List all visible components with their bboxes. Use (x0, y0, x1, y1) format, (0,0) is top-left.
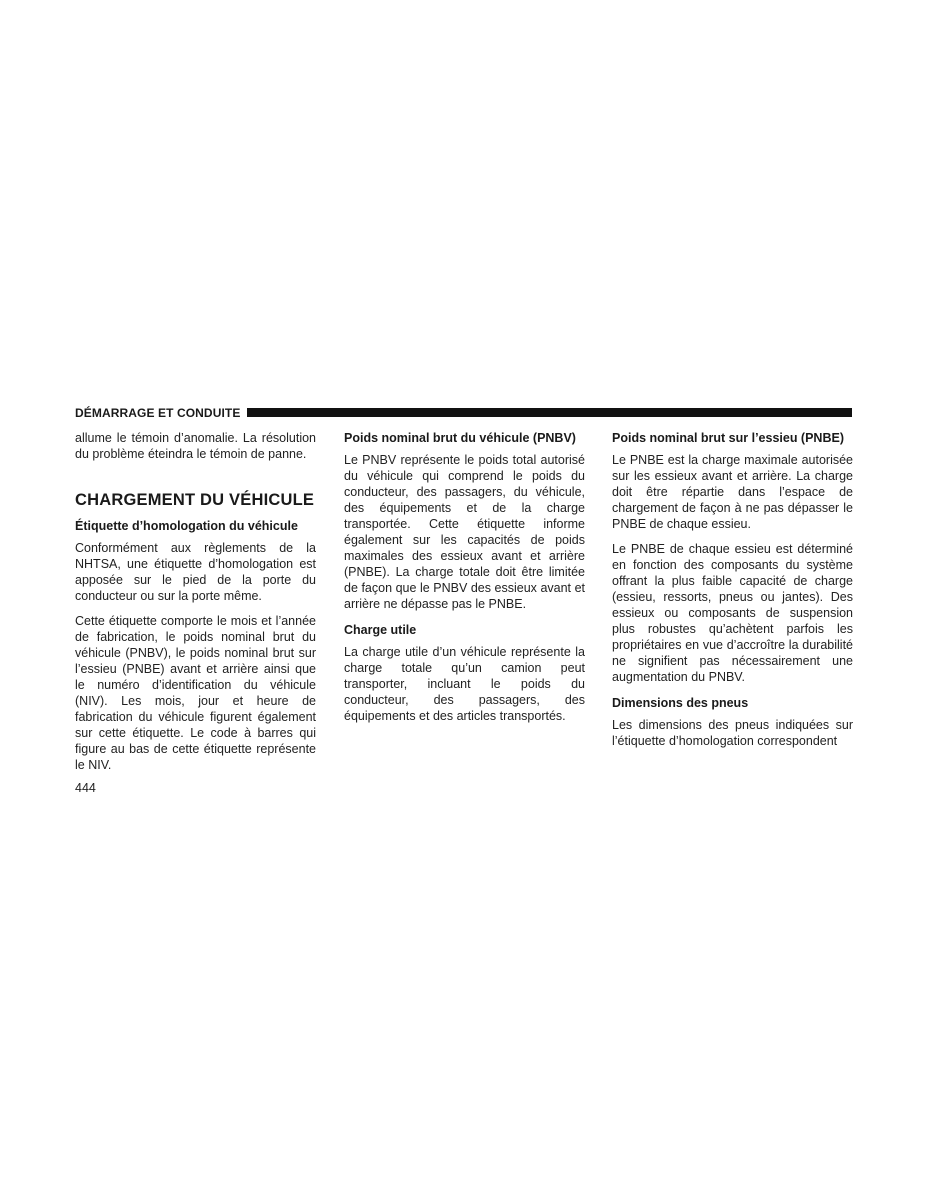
paragraph: Cette étiquette comporte le mois et l’année de fabrication, le poids nominal brut du véhicule (PNBV), le poids nominal brut sur l’essieu (PNBE) avant et arrière ainsi que le numéro d’identification du véhicule (NIV). Les mois, jour et heure de fabrication du véhicule figurent également sur cette étiquette. Le code à barres qui figure au bas de cette étiquette représente le NIV. (75, 614, 316, 772)
subheading-pnbv: Poids nominal brut du véhicule (PNBV) (344, 431, 576, 445)
paragraph: Le PNBE de chaque essieu est déterminé en fonction des composants du système offrant la plus faible capacité de charge (essieu, ressorts, pneus ou jantes). Des essieux ou composants de suspension plus robustes qu’achètent parfois les propriétaires en vue d’accroître la durabilité ne signifient pas nécessairement une augmentation du PNBV. (612, 542, 853, 684)
running-header (75, 405, 852, 421)
subheading-label: Étiquette d’homologation du véhicule (75, 519, 298, 533)
column-1 (75, 430, 316, 773)
paragraph: Les dimensions des pneus indiquées sur l’étiquette d’homologation correspondent (612, 718, 853, 748)
section-heading: CHARGEMENT DU VÉHICULE (75, 491, 315, 509)
section-title: DÉMARRAGE ET CONDUITE (75, 406, 241, 420)
page-number: 444 (75, 781, 96, 795)
paragraph: Conformément aux règlements de la NHTSA, une étiquette d’homologation est apposée sur le pied de la porte du conducteur ou sur la porte même. (75, 541, 316, 603)
column-3 (612, 430, 853, 749)
subheading-charge-utile: Charge utile (344, 623, 417, 637)
paragraph: La charge utile d’un véhicule représente la charge totale qu’un camion peut transporter, incluant le poids du conducteur, des passagers, des équipements et des articles transportés. (344, 645, 585, 723)
header-rule (247, 408, 852, 417)
intro-paragraph: allume le témoin d’anomalie. La résolution du problème éteindra le témoin de panne. (75, 431, 316, 461)
subheading-pnbe: Poids nominal brut sur l’essieu (PNBE) (612, 431, 844, 445)
paragraph: Le PNBV représente le poids total autorisé du véhicule qui comprend le poids du conducteur, des passagers, du véhicule, des équipements et de la charge transportée. Cette étiquette informe également sur les capacités de poids maximales des essieux avant et arrière (PNBE). La charge totale doit être limitée de façon que le PNBV des essieux avant et arrière ne dépasse pas le PNBE. (344, 453, 585, 611)
subheading-dimensions: Dimensions des pneus (612, 696, 749, 710)
column-2 (344, 430, 585, 724)
paragraph: Le PNBE est la charge maximale autorisée sur les essieux avant et arrière. La charge doit être répartie dans l’espace de chargement de façon à ne pas dépasser le PNBE de chaque essieu. (612, 453, 853, 531)
